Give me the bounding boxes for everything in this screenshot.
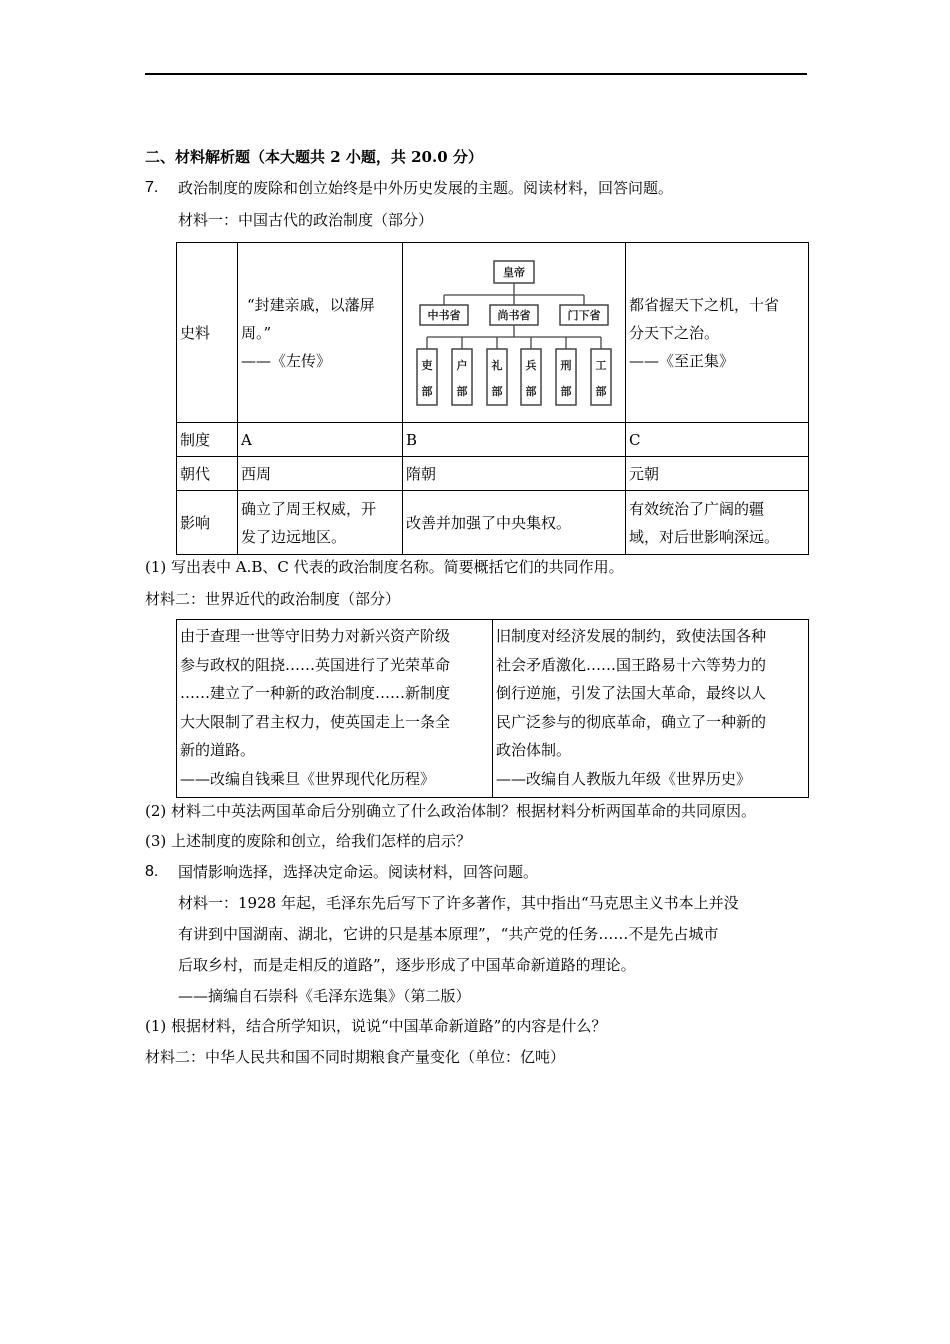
cell-a-dynasty: 西周: [238, 457, 403, 491]
table-row: [177, 243, 809, 423]
ministry-label: 户部: [456, 358, 468, 398]
source-quote-line: 分天下之治。: [629, 323, 720, 342]
passage-citation: ——改编自钱乘旦《世界现代化历程》: [180, 769, 436, 788]
table-row: [177, 620, 809, 798]
ministry-label: 礼部: [491, 358, 503, 398]
cell-a-impact: [238, 491, 403, 555]
cell-b-dynasty: 隋朝: [403, 457, 626, 491]
passage-line: 旧制度对经济发展的制约，致使法国各种: [496, 627, 767, 645]
passage-line: 倒行逆施，引发了法国大革命，最终以人: [496, 684, 767, 702]
impact-line: 有效统治了广阔的疆: [629, 499, 765, 518]
source-quote-line: 周。”: [241, 323, 272, 342]
table-row: [177, 423, 809, 457]
q7-subquestion-3: (3) 上述制度的废除和创立，给我们怎样的启示？: [145, 832, 472, 850]
passage-line: ……建立了一种新的政治制度……新制度: [180, 684, 451, 702]
header-rule: [145, 73, 807, 75]
row-label-dynasty: 朝代: [177, 457, 238, 491]
cell-c-source: [626, 243, 809, 423]
impact-line: 发了边远地区。: [241, 527, 347, 546]
table-row: [177, 457, 809, 491]
source-quote-line: “封建亲戚，以藩屏: [247, 295, 375, 314]
passage-line: 大大限制了君主权力，使英国走上一条全: [180, 712, 451, 731]
q7-subquestion-2: (2) 材料二中英法两国革命后分别确立了什么政治体制？根据材料分析两国革命的共同原因。: [145, 802, 757, 820]
question-7-number: 7.: [145, 179, 159, 196]
cell-b-system: B: [403, 423, 626, 457]
passage-line: 由于查理一世等守旧势力对新兴资产阶级: [180, 627, 451, 645]
cell-c-system: C: [626, 423, 809, 457]
impact-line: 域，对后世影响深远。: [629, 527, 780, 546]
impact-line: 确立了周王权威，开: [241, 499, 377, 518]
cell-a-system: A: [238, 423, 403, 457]
cell-c-impact: [626, 491, 809, 555]
table-row: [177, 491, 809, 555]
cell-c-dynasty: 元朝: [626, 457, 809, 491]
passage-line: 社会矛盾激化……国王路易十六等势力的: [496, 655, 767, 674]
three-departments-six-ministries-chart: [414, 253, 614, 413]
q7-material-2-title: 材料二：世界近代的政治制度（部分）: [145, 590, 401, 608]
department-label: 中书省: [427, 308, 461, 322]
ministry-label: 吏部: [421, 358, 433, 398]
ancient-systems-table: [176, 242, 809, 555]
emperor-label: 皇帝: [503, 265, 525, 279]
q8-material-2-title: 材料二：中华人民共和国不同时期粮食产量变化（单位：亿吨）: [145, 1048, 566, 1066]
ministry-label: 兵部: [525, 358, 537, 398]
q8-material-1-line: 有讲到中国湖南、湖北，它讲的只是基本原理”，“共产党的任务……不是先占城市: [178, 925, 719, 943]
q8-subquestion-1: (1) 根据材料，结合所学知识，说说“中国革命新道路”的内容是什么？: [145, 1017, 607, 1035]
q8-material-1-citation: ——摘编自石崇科《毛泽东选集》（第二版）: [178, 987, 471, 1005]
passage-line: 参与政权的阻挠……英国进行了光荣革命: [180, 655, 451, 674]
row-label-source: 史料: [177, 243, 238, 423]
department-label: 尚书省: [497, 308, 531, 322]
q7-subquestion-1: (1) 写出表中 A.B、C 代表的政治制度名称。简要概括它们的共同作用。: [145, 558, 624, 576]
cell-b-diagram: [403, 243, 626, 423]
question-8-stem: 国情影响选择，选择决定命运。阅读材料，回答问题。: [178, 863, 539, 881]
question-7-stem: 政治制度的废除和创立始终是中外历史发展的主题。阅读材料，回答问题。: [178, 179, 674, 197]
ministry-label: 刑部: [560, 358, 572, 398]
passage-citation: ——改编自人教版九年级《世界历史》: [496, 769, 752, 788]
q8-material-1-line: 后取乡村，而是走相反的道路”，逐步形成了中国革命新道路的理论。: [178, 956, 636, 974]
question-8-number: 8.: [145, 863, 159, 880]
source-citation: ——《至正集》: [629, 351, 735, 370]
ministry-label: 工部: [595, 358, 607, 398]
cell-a-source: [238, 243, 403, 423]
source-citation: ——《左传》: [241, 351, 332, 370]
modern-systems-table: [176, 619, 809, 798]
cell-b-impact: 改善并加强了中央集权。: [403, 491, 626, 555]
section-heading: 二、材料解析题（本大题共 2 小题，共 20.0 分）: [145, 148, 483, 166]
passage-line: 新的道路。: [180, 741, 256, 759]
row-label-system: 制度: [177, 423, 238, 457]
q8-material-1-line: 材料一：1928 年起，毛泽东先后写下了许多著作，其中指出“马克思主义书本上并没: [178, 894, 739, 912]
department-label: 门下省: [567, 308, 601, 322]
england-revolution-cell: [177, 620, 493, 798]
passage-line: 民广泛参与的彻底革命，确立了一种新的: [496, 712, 767, 731]
passage-line: 政治体制。: [496, 741, 572, 759]
q7-material-1-title: 材料一：中国古代的政治制度（部分）: [178, 211, 434, 229]
source-quote-line: 都省握天下之机，十省: [629, 295, 780, 314]
row-label-impact: 影响: [177, 491, 238, 555]
france-revolution-cell: [493, 620, 809, 798]
